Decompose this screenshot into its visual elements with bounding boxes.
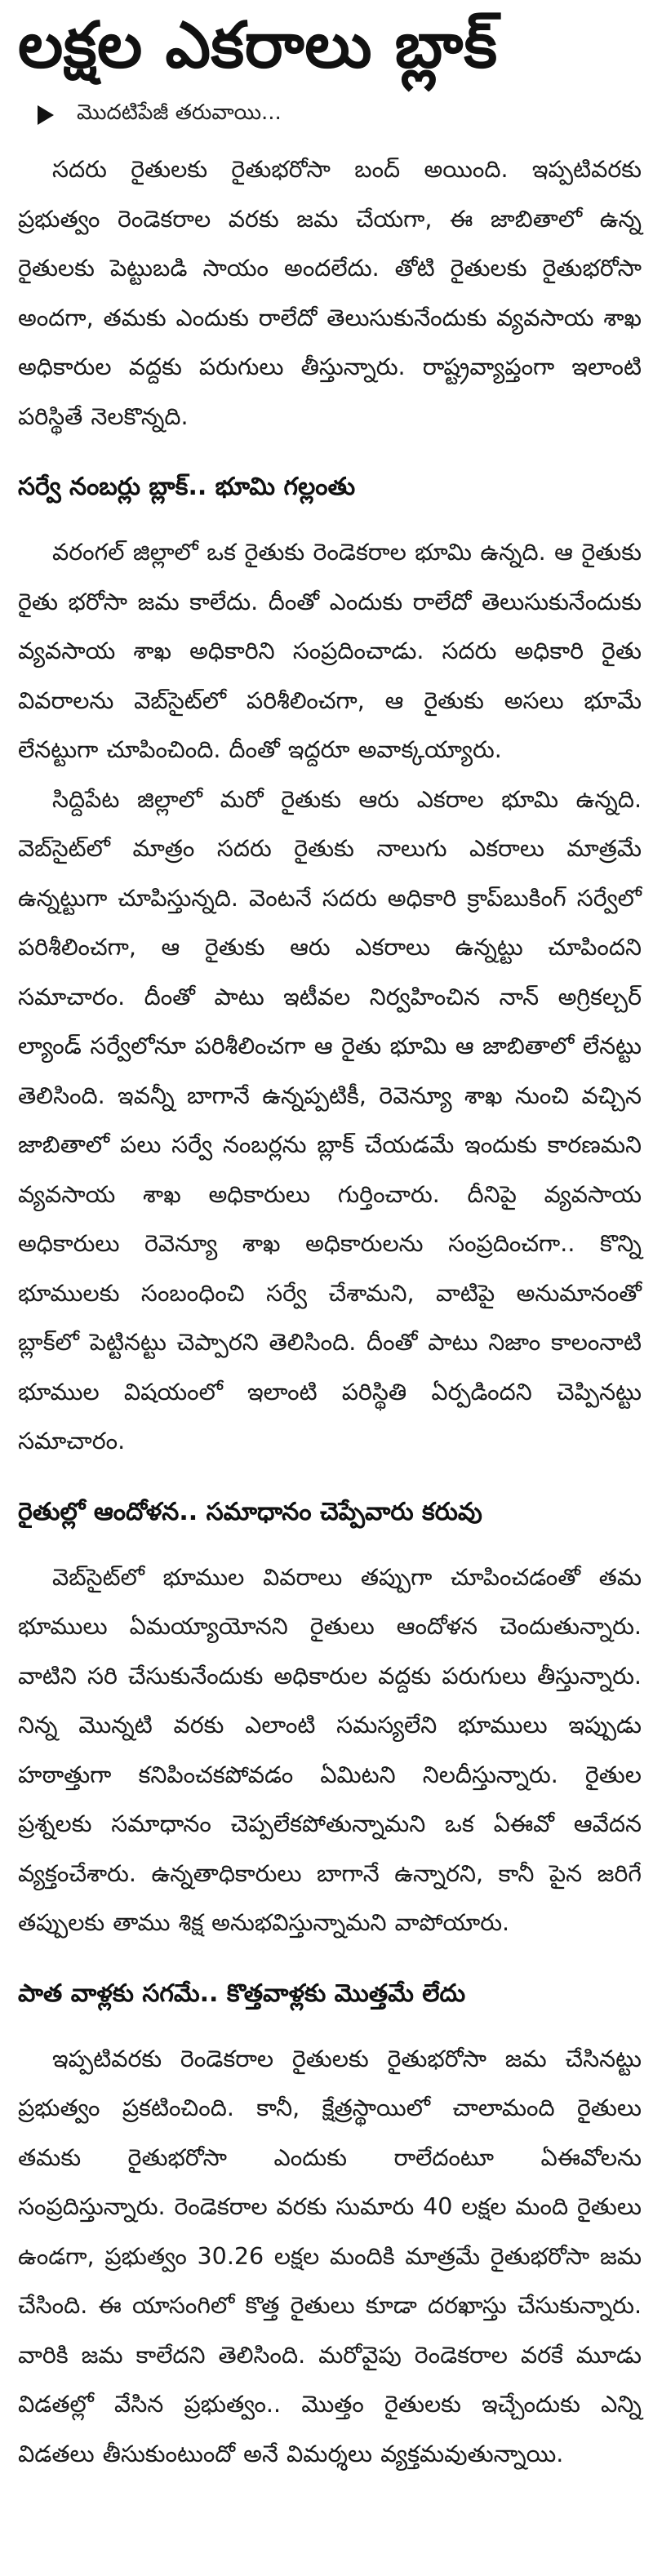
paragraph: ఇప్పటివరకు రెండెకరాల రైతులకు రైతుభరోసా జమ చేసినట్టు ప్రభుత్వం ప్రకటించింది. కానీ, క్షేత్రస్థాయిలో చాలామంది రైతులు తమకు రైతుభరోసా ఎందుకు రాలేదంటూ ఏఈవోలను సంప్రదిస్తున్నారు. రెండెకరాల వరకు సుమారు 40 లక్షల మంది రైతులు ఉండగా, ప్రభుత్వం 30.26 లక్షల మందికి మాత్రమే రైతుభరోసా జమ చేసింది. ఈ యాసంగిలో కొత్త రైతులు కూడా దరఖాస్తు చేసుకున్నారు. వారికి జమ కాలేదని తెలిసింది. మరోవైపు రెండెకరాల వరకే మూడు విడతల్లో వేసిన ప్రభుత్వం.. మొత్తం రైతులకు ఇచ్చేందుకు ఎన్ని విడతలు తీసుకుంటుందో అనే విమర్శలు వ్యక్తమవుతున్నాయి.	[18, 2045, 642, 2467]
section-intro	[18, 145, 642, 442]
paragraph: వరంగల్ జిల్లాలో ఒక రైతుకు రెండెకరాల భూమి ఉన్నది. ఆ రైతుకు రైతు భరోసా జమ కాలేదు. దీంతో ఎందుకు రాలేదో తెలుసుకునేందుకు వ్యవసాయ శాఖ అధికారిని సంప్రదించాడు. సదరు అధికారి రైతు వివరాలను వెబ్‌సైట్‌లో పరిశీలించగా, ఆ రైతుకు అసలు భూమే లేనట్టుగా చూపించింది. దీంతో ఇద్దరూ అవాక్కయ్యారు.	[18, 539, 642, 763]
continued-from-front-page	[38, 93, 642, 137]
triangle-arrow-icon	[38, 105, 54, 125]
headline: లక్షల ఎకరాలు బ్లాక్	[18, 9, 498, 82]
subheading: పాత వాళ్లకు సగమే.. కొత్తవాళ్లకు మొత్తమే లేదు	[18, 1979, 466, 2008]
section-farmer-concern	[18, 1490, 642, 1948]
continued-label: మొదటిపేజీ తరువాయి...	[77, 100, 282, 125]
paragraph: వెబ్‌సైట్‌లో భూముల వివరాలు తప్పుగా చూపించడంతో తమ భూములు ఏమయ్యాయోనని రైతులు ఆందోళన చెందుతున్నారు. వాటిని సరి చేసుకునేందుకు అధికారుల వద్దకు పరుగులు తీస్తున్నారు. నిన్న మొన్నటి వరకు ఎలాంటి సమస్యలేని భూములు ఇప్పుడు హఠాత్తుగా కనిపించకపోవడం ఏమిటని నిలదీస్తున్నారు. రైతుల ప్రశ్నలకు సమాధానం చెప్పలేకపోతున్నామని ఒక ఏఈవో ఆవేదన వ్యక్తంచేశారు. ఉన్నతాధికారులు బాగానే ఉన్నారని, కానీ పైన జరిగే తప్పులకు తాము శిక్ష అనుభవిస్తున్నామని వాపోయారు.	[18, 1563, 642, 1936]
subheading: సర్వే నంబర్లు బ్లాక్.. భూమి గల్లంతు	[18, 473, 356, 501]
paragraph: సిద్దిపేట జిల్లాలో మరో రైతుకు ఆరు ఎకరాల భూమి ఉన్నది. వెబ్‌సైట్‌లో మాత్రం సదరు రైతుకు నాలుగు ఎకరాలు మాత్రమే ఉన్నట్టుగా చూపిస్తున్నది. వెంటనే సదరు అధికారి క్రాప్‌బుకింగ్ సర్వేలో పరిశీలించగా, ఆ రైతుకు ఆరు ఎకరాలు ఉన్నట్టు చూపిందని సమాచారం. దీంతో పాటు ఇటీవల నిర్వహించిన నాన్ అగ్రికల్చర్ ల్యాండ్ సర్వేలోనూ పరిశీలించగా ఆ రైతు భూమి ఆ జాబితాలో లేనట్టు తెలిసింది. ఇవన్నీ బాగానే ఉన్నప్పటికీ, రెవెన్యూ శాఖ నుంచి వచ్చిన జాబితాలో పలు సర్వే నంబర్లను బ్లాక్ చేయడమే ఇందుకు కారణమని వ్యవసాయ శాఖ అధికారులు గుర్తించారు. దీనిపై వ్యవసాయ అధికారులు రెవెన్యూ శాఖ అధికారులను సంప్రదించగా.. కొన్ని భూములకు సంబంధించి సర్వే చేశామని, వాటిపై అనుమానంతో బ్లాక్‌లో పెట్టినట్టు చెప్పారని తెలిసింది. దీంతో పాటు నిజాం కాలంనాటి భూముల విషయంలో ఇలాంటి పరిస్థితి ఏర్పడిందని చెప్పినట్టు సమాచారం.	[18, 785, 642, 1455]
section-old-new-farmers	[18, 1971, 642, 2480]
paragraph: సదరు రైతులకు రైతుభరోసా బంద్ అయింది. ఇప్పటివరకు ప్రభుత్వం రెండెకరాల వరకు జమ చేయగా, ఈ జాబితాలో ఉన్న రైతులకు పెట్టుబడి సాయం అందలేదు. తోటి రైతులకు రైతుభరోసా అందగా, తమకు ఎందుకు రాలేదో తెలుసుకునేందుకు వ్యవసాయ శాఖ అధికారుల వద్దకు పరుగులు తీస్తున్నారు. రాష్ట్రవ్యాప్తంగా ఇలాంటి పరిస్థితే నెలకొన్నది.	[18, 156, 642, 430]
subheading: రైతుల్లో ఆందోళన.. సమాధానం చెప్పేవారు కరువు	[18, 1497, 482, 1526]
section-survey-numbers-blocked	[18, 464, 642, 1467]
